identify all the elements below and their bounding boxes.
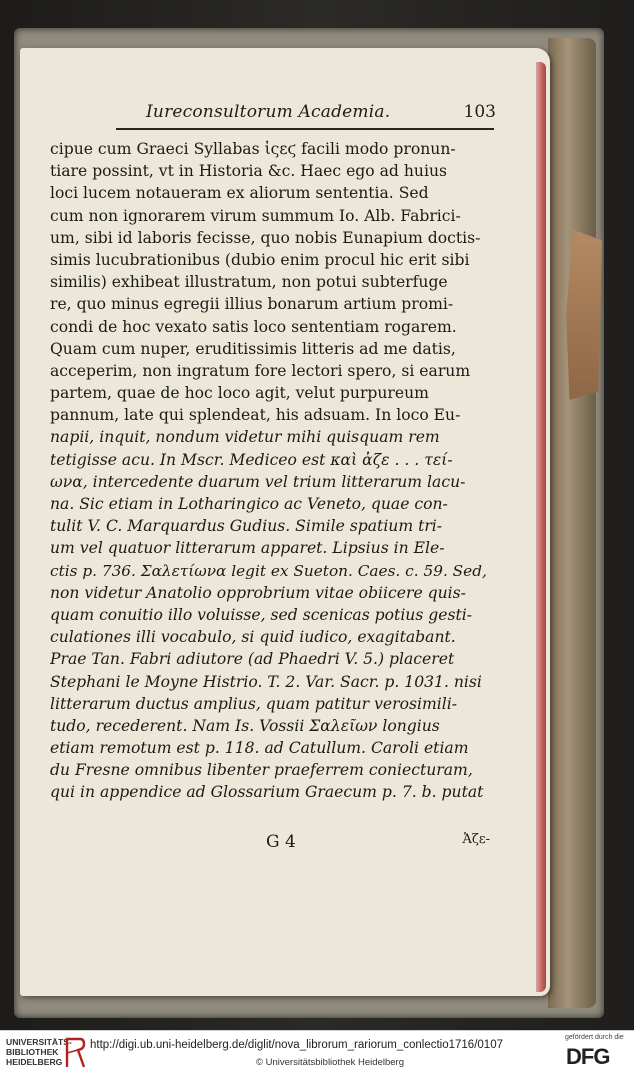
text-line: tulit V. C. Marquardus Gudius. Simile spatium tri- <box>50 517 443 536</box>
text-line: tudo, recederent. Nam Is. Vossii Σαλεῖων longius <box>50 716 440 735</box>
permalink-url[interactable]: http://digi.ub.uni-heidelberg.de/diglit/nova_librorum_rariorum_conlectio1716/0107 <box>90 1039 503 1051</box>
text-line: tiare possint, vt in Historia &c. Haec ego ad huius <box>50 162 447 181</box>
text-line: culationes illi vocabulo, si quid iudico, exagitabant. <box>50 628 456 647</box>
page-footer <box>50 832 490 856</box>
text-line: partem, quae de hoc loco agit, velut purpureum <box>50 384 429 403</box>
logo-line-3: HEIDELBERG <box>6 1057 63 1067</box>
body-text <box>50 138 488 804</box>
page-number: 103 <box>463 102 496 122</box>
text-line: loci lucem notaueram ex aliorum sententia. Sed <box>50 184 429 203</box>
text-line: qui in appendice ad Glossarium Graecum p. 7. b. putat <box>50 783 484 802</box>
text-line: non videtur Anatolio opprobrium vitae obiicere quis- <box>50 583 466 602</box>
red-page-edge <box>536 62 546 992</box>
library-logo-icon <box>64 1035 86 1069</box>
text-line: Stephani le Moyne Histrio. T. 2. Var. Sacr. p. 1031. nisi <box>50 672 482 691</box>
header-rule <box>116 128 494 130</box>
text-line: napii, inquit, nondum videtur mihi quisquam rem <box>50 428 440 447</box>
text-line: pannum, late qui splendeat, his adsuam. In loco Eu- <box>50 406 461 425</box>
text-line: acceperim, non ingratum fore lectori spero, si earum <box>50 361 471 380</box>
page-header <box>60 102 496 132</box>
logo-line-2: BIBLIOTHEK <box>6 1047 59 1057</box>
text-line: ωνα, intercedente duarum vel trium litterarum lacu- <box>50 472 466 491</box>
text-line: na. Sic etiam in Lotharingico ac Veneto, quae con- <box>50 495 448 513</box>
text-line: etiam remotum est p. 118. ad Catullum. Caroli etiam <box>50 739 469 758</box>
text-line: re, quo minus egregii illius bonarum artium promi- <box>50 295 454 314</box>
text-line: tetigisse acu. In Mscr. Mediceo est καὶ ἀζε . . . τεί- <box>50 450 453 469</box>
text-line: um vel quatuor litterarum apparet. Lipsius in Ele- <box>50 539 445 558</box>
book-spine-edge <box>548 38 596 1008</box>
text-line: du Fresne omnibus libenter praeferrem coniecturam, <box>50 761 473 780</box>
catchword: Ἀζε- <box>462 832 490 847</box>
text-line: Prae Tan. Fabri adiutore (ad Phaedri V. 5.) placeret <box>50 650 455 669</box>
text-line: condi de hoc vexato satis loco sententiam rogarem. <box>50 317 457 336</box>
text-line: similis) exhibeat illustratum, non potui subterfuge <box>50 273 448 292</box>
text-line: cum non ignorarem virum summum Io. Alb. Fabrici- <box>50 206 461 225</box>
text-line: cipue cum Graeci Syllabas ἱςεϛ facili modo pronun- <box>50 140 456 158</box>
text-line: ctis p. 736. Σαλετίωνα legit ex Sueton. Caes. c. 59. Sed, <box>50 561 487 580</box>
text-line: quam conuitio illo voluisse, sed scenicas potius gesti- <box>50 605 473 624</box>
text-line: Quam cum nuper, eruditissimis litteris ad me datis, <box>50 339 456 358</box>
torn-paper-tab <box>566 230 602 400</box>
signature-mark: G 4 <box>266 832 296 852</box>
copyright-notice: © Universitätsbibliothek Heidelberg <box>256 1057 404 1068</box>
viewer-footer-bar <box>0 1030 634 1074</box>
text-line: simis lucubrationibus (dubio enim procul hic erit sibi <box>50 250 470 269</box>
library-logo-text <box>6 1037 72 1067</box>
text-line: um, sibi id laboris fecisse, quo nobis Eunapium doctis- <box>50 228 481 247</box>
dfg-logo: DFG <box>566 1044 610 1069</box>
funded-by-label: gefördert durch die <box>565 1034 624 1041</box>
text-line: litterarum ductus amplius, quam patitur verosimili- <box>50 694 457 713</box>
logo-line-1: UNIVERSITÄTS- <box>6 1037 72 1047</box>
running-title: Iureconsultorum Academia. <box>146 102 391 122</box>
